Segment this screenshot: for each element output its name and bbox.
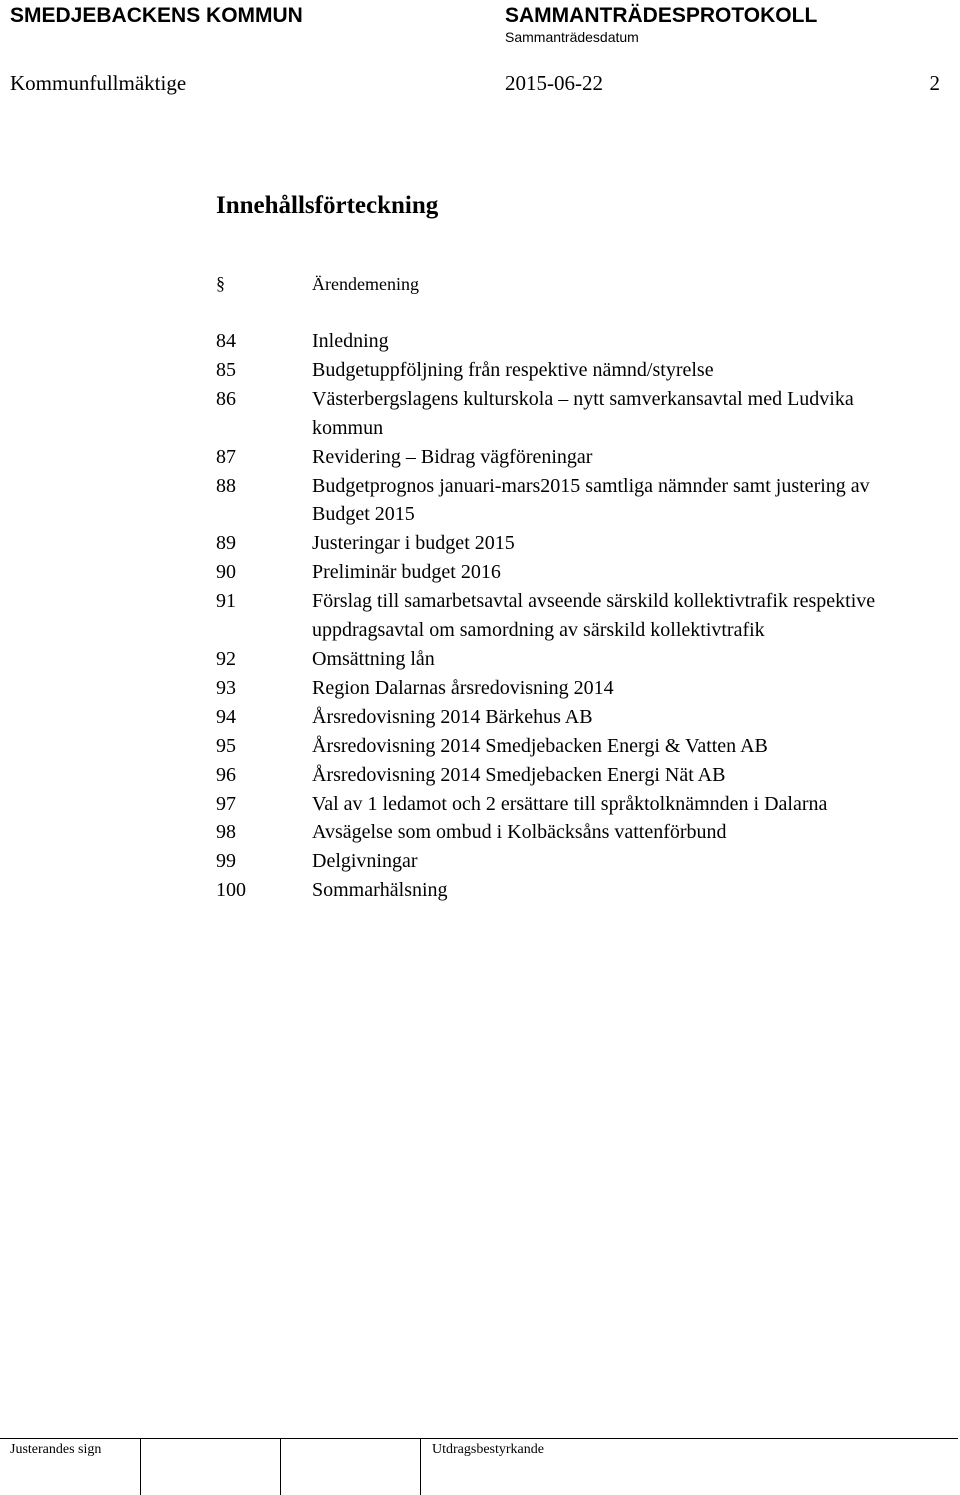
toc-title: Innehållsförteckning bbox=[216, 192, 439, 219]
date-label: Sammanträdesdatum bbox=[505, 29, 639, 45]
footer-divider bbox=[140, 1439, 141, 1495]
toc-item-title: Förslag till samarbetsavtal avseende särskild kollektivtrafik respektive uppdragsavtal om samordning av särskild kollektivtrafik bbox=[312, 590, 876, 642]
toc-item bbox=[216, 385, 926, 443]
toc-item-title: Delgivningar bbox=[312, 850, 418, 873]
toc-item-title: Årsredovisning 2014 Smedjebacken Energi & Vatten AB bbox=[312, 734, 768, 757]
toc-item-number: 86 bbox=[216, 387, 236, 410]
toc-item-number: 88 bbox=[216, 474, 236, 497]
toc-item-title: Årsredovisning 2014 Smedjebacken Energi Nät AB bbox=[312, 763, 726, 786]
toc-item bbox=[216, 703, 926, 732]
toc-item-title: Revidering – Bidrag vägföreningar bbox=[312, 445, 593, 468]
utdragsbestyrkande-label: Utdragsbestyrkande bbox=[432, 1442, 544, 1457]
toc-item-title: Sommarhälsning bbox=[312, 879, 448, 902]
toc-item bbox=[216, 818, 926, 847]
toc-item-number: 100 bbox=[216, 879, 246, 902]
document-type: SAMMANTRÄDESPROTOKOLL bbox=[505, 4, 818, 27]
toc-item-number: 85 bbox=[216, 358, 236, 381]
toc-item bbox=[216, 732, 926, 761]
toc-item-title: Preliminär budget 2016 bbox=[312, 561, 501, 584]
toc-item-title: Västerbergslagens kulturskola – nytt samverkansavtal med Ludvika kommun bbox=[312, 387, 854, 439]
page-number: 2 bbox=[929, 71, 940, 95]
toc-item bbox=[216, 847, 926, 876]
toc-item-title: Årsredovisning 2014 Bärkehus AB bbox=[312, 705, 593, 728]
toc-list bbox=[216, 327, 926, 905]
toc-item-title: Omsättning lån bbox=[312, 647, 435, 670]
toc-item-title: Budgetuppföljning från respektive nämnd/styrelse bbox=[312, 358, 714, 381]
toc-item bbox=[216, 529, 926, 558]
toc-item bbox=[216, 327, 926, 356]
meeting-date: 2015-06-22 bbox=[505, 71, 603, 95]
toc-item-number: 98 bbox=[216, 821, 236, 844]
toc-item bbox=[216, 761, 926, 790]
signature-footer bbox=[0, 1438, 958, 1495]
toc-item-title: Inledning bbox=[312, 330, 389, 352]
toc-item bbox=[216, 790, 926, 819]
toc-item-title: Budgetprognos januari-mars2015 samtliga nämnder samt justering av Budget 2015 bbox=[312, 474, 870, 526]
toc-heading-label: Ärendemening bbox=[312, 274, 419, 294]
toc-item-number: 89 bbox=[216, 532, 236, 555]
toc-item-number: 95 bbox=[216, 734, 236, 757]
toc-item-title: Region Dalarnas årsredovisning 2014 bbox=[312, 676, 614, 699]
toc-item-number: 84 bbox=[216, 330, 236, 352]
toc-item-number: 97 bbox=[216, 792, 236, 815]
toc-item bbox=[216, 558, 926, 587]
toc-item bbox=[216, 876, 926, 905]
footer-divider bbox=[280, 1439, 281, 1495]
toc-item-number: 87 bbox=[216, 445, 236, 468]
section-marker: § bbox=[216, 273, 225, 293]
toc-item-title: Avsägelse som ombud i Kolbäcksåns vattenförbund bbox=[312, 821, 727, 844]
toc-item-number: 91 bbox=[216, 590, 236, 613]
toc-item-number: 90 bbox=[216, 561, 236, 584]
toc-item bbox=[216, 587, 926, 645]
toc-item bbox=[216, 645, 926, 674]
toc-item-number: 94 bbox=[216, 705, 236, 728]
toc-item-title: Justeringar i budget 2015 bbox=[312, 532, 515, 555]
toc-item bbox=[216, 472, 926, 530]
toc-item-number: 93 bbox=[216, 676, 236, 699]
toc-item-number: 99 bbox=[216, 850, 236, 873]
organization-name: SMEDJEBACKENS KOMMUN bbox=[10, 4, 303, 27]
footer-divider bbox=[420, 1439, 421, 1495]
toc-item bbox=[216, 356, 926, 385]
justerandes-sign-label: Justerandes sign bbox=[10, 1442, 102, 1457]
meeting-body: Kommunfullmäktige bbox=[10, 71, 187, 95]
toc-item-title: Val av 1 ledamot och 2 ersättare till språktolknämnden i Dalarna bbox=[312, 792, 828, 815]
toc-item bbox=[216, 674, 926, 703]
toc-item-number: 92 bbox=[216, 647, 236, 670]
toc-item-number: 96 bbox=[216, 763, 236, 786]
toc-item bbox=[216, 443, 926, 472]
